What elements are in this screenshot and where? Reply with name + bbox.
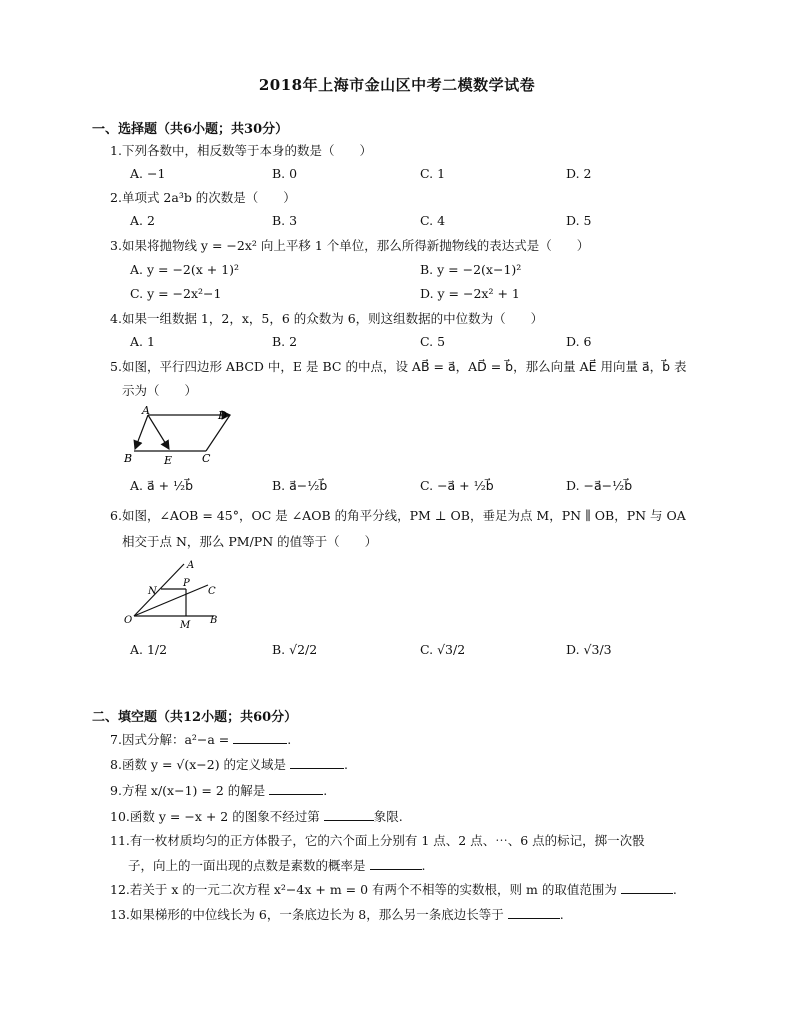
question-number: 2. <box>110 190 122 205</box>
question-text: 单项式 2a³b 的次数是（ ） <box>121 190 296 205</box>
question-text: 函数 y = −x + 2 的图象不经过第 <box>129 809 320 824</box>
label-c: C <box>202 452 211 465</box>
question-number: 4. <box>110 311 122 326</box>
question-11-continued <box>128 857 425 874</box>
option-b: B. 0 <box>272 166 298 181</box>
option-b: B. a⃗−½b⃗ <box>272 478 328 493</box>
ray-oa <box>134 564 184 616</box>
question-text: 若关于 x 的一元二次方程 x²−4x + m = 0 有两个不相等的实数根，则 m 的取值范围为 <box>129 882 617 897</box>
question-number: 7. <box>110 732 122 747</box>
question-text: 方程 x/(x−1) = 2 的解是 <box>121 783 266 798</box>
option-d: D. √3/3 <box>566 642 612 657</box>
question-end: . <box>287 732 292 747</box>
question-number: 10. <box>110 809 130 824</box>
answer-blank[interactable] <box>290 756 344 769</box>
question-end: . <box>421 858 426 873</box>
vector-ae <box>148 415 169 449</box>
option-a: A. y = −2(x + 1)² <box>130 262 240 277</box>
question-number: 13. <box>110 907 130 922</box>
question-end: . <box>672 882 677 897</box>
question-10 <box>110 808 403 825</box>
question-1 <box>110 143 372 159</box>
question-end: 象限. <box>373 809 403 824</box>
answer-blank[interactable] <box>269 782 323 795</box>
question-number: 1. <box>110 143 122 158</box>
answer-blank[interactable] <box>621 881 673 894</box>
label-d: D <box>218 409 227 422</box>
question-end: . <box>559 907 564 922</box>
option-a: A. 1 <box>130 334 155 349</box>
question-7 <box>110 731 291 748</box>
label-o: O <box>124 615 133 626</box>
question-number: 6. <box>110 508 122 523</box>
option-d: D. −a⃗−½b⃗ <box>566 478 633 493</box>
answer-blank[interactable] <box>370 857 422 870</box>
label-n: N <box>148 586 157 597</box>
question-5 <box>110 359 687 375</box>
label-a: A <box>187 560 195 571</box>
question-number: 9. <box>110 783 122 798</box>
question-text: 有一枚材质均匀的正方体骰子，它的六个面上分别有 1 点、2 点、⋯、6 点的标记，掷一次骰 <box>129 833 645 848</box>
question-3 <box>110 238 589 254</box>
question-11 <box>110 833 645 849</box>
option-b: B. 3 <box>272 213 298 228</box>
question-8 <box>110 756 348 773</box>
label-m: M <box>180 620 191 631</box>
option-b: B. √2/2 <box>272 642 318 657</box>
option-c: C. 1 <box>420 166 446 181</box>
answer-blank[interactable] <box>233 731 287 744</box>
label-a: A <box>142 404 150 417</box>
parallelogram-figure <box>120 404 240 468</box>
question-9 <box>110 782 327 799</box>
question-2 <box>110 190 296 206</box>
option-d: D. 2 <box>566 166 592 181</box>
question-5-continued: 示为（ ） <box>122 383 198 398</box>
option-a: A. −1 <box>130 166 166 181</box>
label-b: B <box>124 452 133 465</box>
option-c: C. y = −2x²−1 <box>130 286 222 301</box>
option-b: B. y = −2(x−1)² <box>420 262 522 277</box>
question-text: 子，向上的一面出现的点数是素数的概率是 <box>128 858 366 873</box>
question-text: 如果将抛物线 y = −2x² 向上平移 1 个单位，那么所得新抛物线的表达式是（ ） <box>121 238 590 253</box>
answer-blank[interactable] <box>508 906 560 919</box>
option-a: A. a⃗ + ½b⃗ <box>130 478 194 493</box>
question-text: 如图，∠AOB = 45°，OC 是 ∠AOB 的角平分线，PM ⊥ OB，垂足为点 M，PN ∥ OB，PN 与 OA <box>121 508 686 523</box>
question-end: . <box>344 757 349 772</box>
question-text: 如果梯形的中位线长为 6，一条底边长为 8，那么另一条底边长等于 <box>129 907 504 922</box>
question-text: 如果一组数据 1，2，x，5，6 的众数为 6，则这组数据的中位数为（ ） <box>121 311 544 326</box>
section-heading-fill: 二、填空题（共12小题；共60分） <box>92 710 298 725</box>
question-number: 8. <box>110 757 122 772</box>
option-c: C. 4 <box>420 213 446 228</box>
option-d: D. 6 <box>566 334 592 349</box>
option-c: C. −a⃗ + ½b⃗ <box>420 478 494 493</box>
answer-blank[interactable] <box>324 808 374 821</box>
label-e: E <box>164 454 173 467</box>
label-b: B <box>210 615 218 626</box>
question-text: 下列各数中，相反数等于本身的数是（ ） <box>121 143 372 158</box>
question-6-continued: 相交于点 N，那么 PM/PN 的值等于（ ） <box>122 534 378 549</box>
question-number: 12. <box>110 882 130 897</box>
question-text: 因式分解：a²−a = <box>121 732 230 747</box>
ray-oc <box>134 585 208 616</box>
angle-figure <box>120 556 230 632</box>
page-title: 2018年上海市金山区中考二模数学试卷 <box>258 76 536 94</box>
option-b: B. 2 <box>272 334 298 349</box>
option-a: A. 1/2 <box>130 642 168 657</box>
question-6 <box>110 508 686 524</box>
label-p: P <box>183 578 190 589</box>
question-text: 函数 y = √(x−2) 的定义域是 <box>121 757 287 772</box>
option-a: A. 2 <box>130 213 155 228</box>
option-d: D. y = −2x² + 1 <box>420 286 520 301</box>
question-number: 11. <box>110 833 130 848</box>
option-d: D. 5 <box>566 213 592 228</box>
question-text: 如图，平行四边形 ABCD 中，E 是 BC 的中点，设 AB⃗ = a⃗，AD⃗ = b⃗，那么向量 AE⃗ 用向量 a⃗，b⃗ 表 <box>121 359 687 374</box>
question-4 <box>110 311 543 327</box>
option-c: C. 5 <box>420 334 446 349</box>
question-number: 3. <box>110 238 122 253</box>
option-c: C. √3/2 <box>420 642 466 657</box>
label-c: C <box>208 586 216 597</box>
question-number: 5. <box>110 359 122 374</box>
vector-ab <box>135 415 148 449</box>
question-13 <box>110 906 564 923</box>
question-12 <box>110 881 677 898</box>
section-heading-choice: 一、选择题（共6小题；共30分） <box>92 122 289 137</box>
question-end: . <box>323 783 328 798</box>
